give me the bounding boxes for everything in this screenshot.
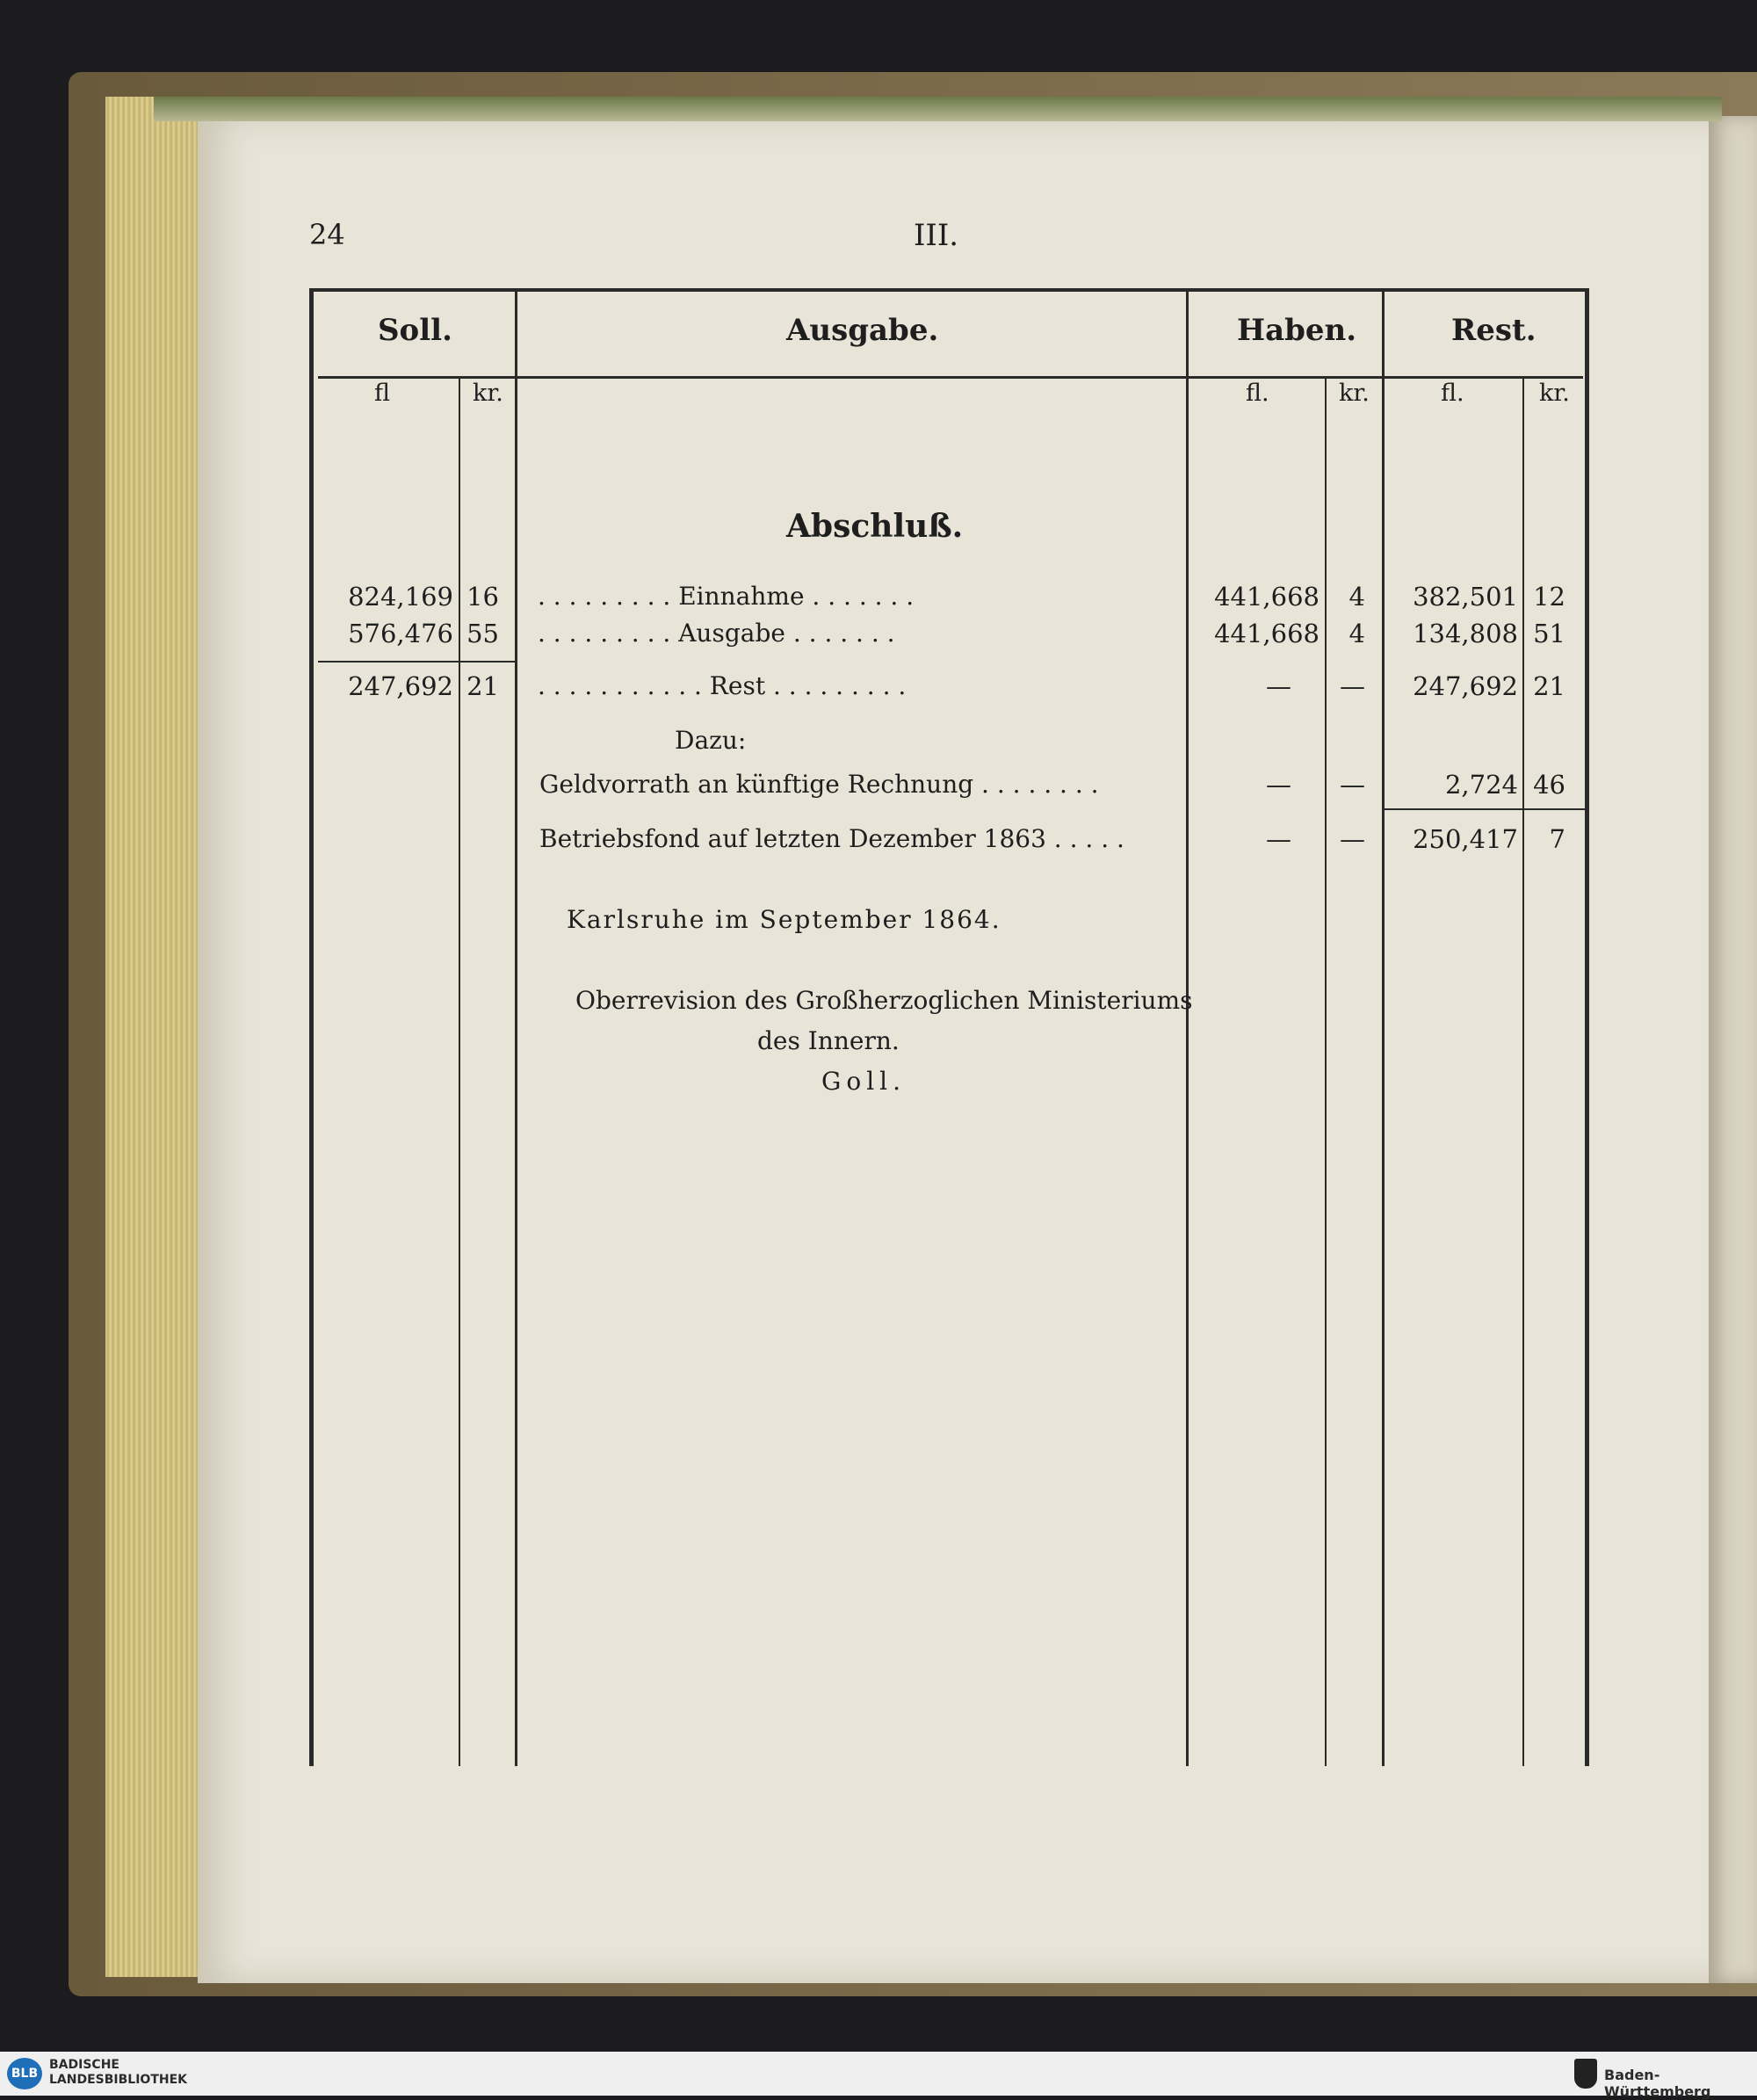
table-border-left xyxy=(309,288,314,1766)
place-date: Karlsruhe im September 1864. xyxy=(567,905,1001,934)
state-name: Baden-Württemberg xyxy=(1604,2067,1711,2100)
einnahme-rest-kr: 12 xyxy=(1533,582,1565,612)
einnahme-label: . . . . . . . . . Einnahme . . . . . . . xyxy=(538,582,915,611)
betriebsfond-haben-fl: — xyxy=(1266,824,1291,854)
ausgabe-haben-kr: 4 xyxy=(1348,619,1365,648)
geldvorrath-haben-kr: — xyxy=(1340,770,1365,800)
ausgabe-soll-kr: 55 xyxy=(466,619,499,648)
geldvorrath-haben-fl: — xyxy=(1266,770,1291,800)
rest-label: . . . . . . . . . . . Rest . . . . . . . . . xyxy=(538,671,907,700)
col-divider-haben-kr xyxy=(1325,378,1327,1766)
header-rest: Rest. xyxy=(1451,313,1536,348)
authority-line-2: des Innern. xyxy=(757,1026,900,1055)
page xyxy=(198,116,1717,1983)
header-haben: Haben. xyxy=(1237,313,1357,348)
authority-line-1: Oberrevision des Großherzoglichen Ministeriums xyxy=(575,986,1193,1015)
geldvorrath-label: Geldvorrath an künftige Rechnung . . . . . . . . xyxy=(539,770,1099,799)
geldvorrath-rest-kr: 46 xyxy=(1533,770,1565,800)
section-title: Abschluß. xyxy=(786,508,964,545)
betriebsfond-rest-fl: 250,417 xyxy=(1413,824,1518,854)
signature: Goll. xyxy=(821,1067,907,1096)
einnahme-rest-fl: 382,501 xyxy=(1413,582,1518,612)
page-edges xyxy=(105,97,202,1977)
library-logo-icon: BLB xyxy=(7,2058,42,2089)
ausgabe-haben-fl: 441,668 xyxy=(1214,619,1320,648)
table-border-right xyxy=(1585,288,1589,1766)
page-number: 24 xyxy=(309,218,345,251)
state-coat-of-arms-icon xyxy=(1574,2059,1597,2089)
rest-haben-fl: — xyxy=(1266,671,1291,701)
unit-soll-fl: fl xyxy=(374,380,391,407)
einnahme-soll-kr: 16 xyxy=(466,582,499,612)
top-edge xyxy=(154,97,1722,121)
header-divider xyxy=(318,376,1583,379)
sum-rule-soll xyxy=(318,661,515,663)
section-number: III. xyxy=(914,218,959,253)
rest-soll-fl: 247,692 xyxy=(348,671,453,701)
einnahme-haben-fl: 441,668 xyxy=(1214,582,1320,612)
rest-soll-kr: 21 xyxy=(466,671,499,701)
col-divider-haben-rest xyxy=(1382,290,1385,1766)
ausgabe-soll-fl: 576,476 xyxy=(348,619,453,648)
facing-page xyxy=(1709,116,1757,1983)
library-name: BADISCHE LANDESBIBLIOTHEK xyxy=(49,2058,188,2087)
unit-rest-kr: kr. xyxy=(1539,380,1570,407)
unit-rest-fl: fl. xyxy=(1441,380,1464,407)
header-soll: Soll. xyxy=(378,313,452,348)
col-divider-soll-ausgabe xyxy=(515,290,517,1766)
ausgabe-rest-fl: 134,808 xyxy=(1413,619,1518,648)
col-divider-rest-kr xyxy=(1522,378,1524,1766)
dazu-label: Dazu: xyxy=(675,726,747,755)
betriebsfond-haben-kr: — xyxy=(1340,824,1365,854)
table-border-top xyxy=(309,288,1589,292)
viewer-footer xyxy=(0,2052,1757,2096)
einnahme-soll-fl: 824,169 xyxy=(348,582,453,612)
einnahme-haben-kr: 4 xyxy=(1348,582,1365,612)
geldvorrath-rest-fl: 2,724 xyxy=(1444,770,1518,800)
header-ausgabe: Ausgabe. xyxy=(786,313,939,348)
rest-haben-kr: — xyxy=(1340,671,1365,701)
betriebsfond-rest-kr: 7 xyxy=(1549,824,1565,854)
ausgabe-label: . . . . . . . . . Ausgabe . . . . . . . xyxy=(538,619,895,648)
rest-rest-fl: 247,692 xyxy=(1413,671,1518,701)
unit-haben-kr: kr. xyxy=(1339,380,1370,407)
rest-rest-kr: 21 xyxy=(1533,671,1565,701)
betriebsfond-label: Betriebsfond auf letzten Dezember 1863 . . . . . xyxy=(539,824,1124,853)
sum-rule-rest xyxy=(1385,808,1585,810)
col-divider-soll-kr xyxy=(459,378,460,1766)
unit-soll-kr: kr. xyxy=(473,380,503,407)
col-divider-ausgabe-haben xyxy=(1186,290,1189,1766)
ausgabe-rest-kr: 51 xyxy=(1533,619,1565,648)
unit-haben-fl: fl. xyxy=(1246,380,1269,407)
